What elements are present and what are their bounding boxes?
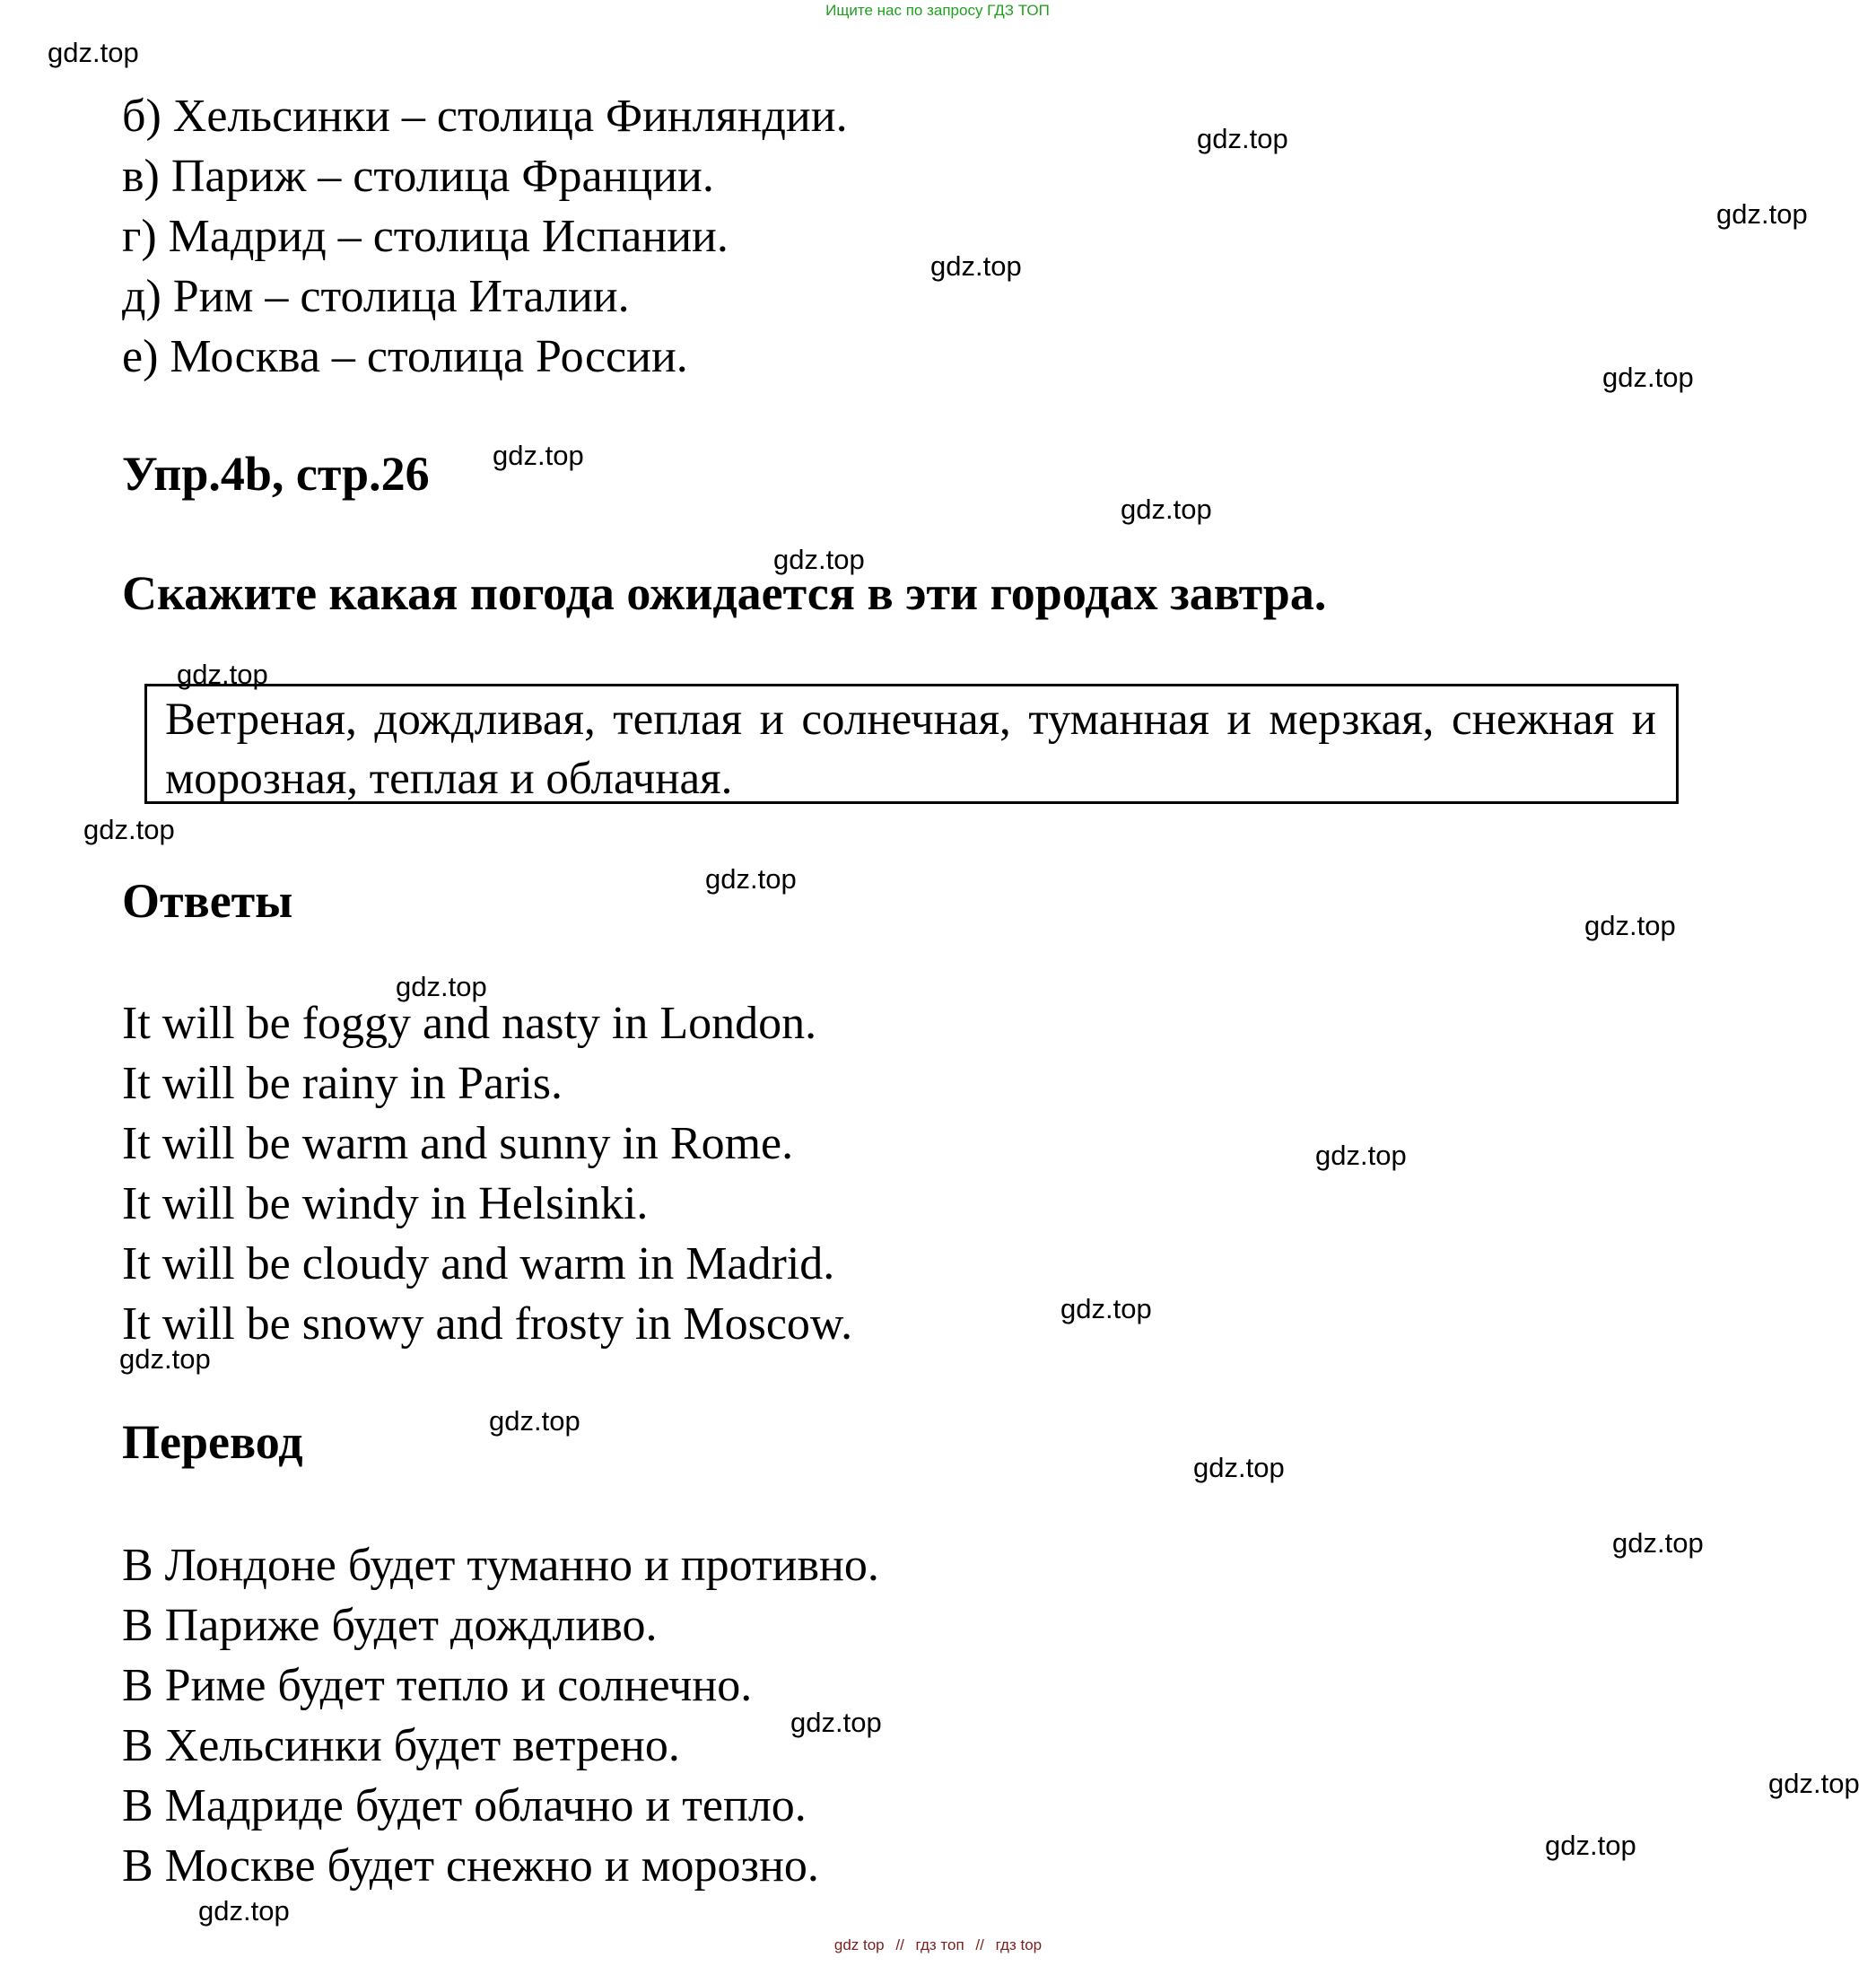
translation-line: В Хельсинки будет ветрено. (122, 1720, 680, 1771)
bottom-banner-item: гдз топ (915, 1936, 964, 1953)
answer-line: It will be snowy and frosty in Moscow. (122, 1298, 853, 1350)
watermark: gdz.top (493, 440, 584, 471)
watermark: gdz.top (1197, 123, 1288, 154)
bottom-banner-sep: // (975, 1936, 984, 1953)
answer-line: It will be windy in Helsinki. (122, 1178, 649, 1229)
translation-line: В Москве будет снежно и морозно. (122, 1840, 819, 1892)
watermark: gdz.top (177, 659, 268, 690)
task-text: Скажите какая погода ожидается в эти городах завтра. (122, 566, 1327, 620)
answer-line: It will be rainy in Paris. (122, 1058, 563, 1109)
watermark: gdz.top (1716, 198, 1808, 230)
translation-line: В Лондоне будет туманно и противно. (122, 1540, 879, 1591)
watermark: gdz.top (1060, 1293, 1152, 1324)
translation-line: В Париже будет дождливо. (122, 1600, 658, 1651)
bottom-banner (0, 1936, 1876, 1954)
watermark: gdz.top (930, 250, 1022, 282)
bottom-banner-sep: // (895, 1936, 904, 1953)
watermark: gdz.top (48, 37, 139, 68)
watermark: gdz.top (83, 814, 175, 845)
capital-line-v: в) Париж – столица Франции. (122, 151, 714, 202)
top-banner (0, 2, 1876, 20)
top-banner-text: Ищите нас по запросу ГДЗ ТОП (825, 2, 1050, 19)
watermark: gdz.top (1315, 1140, 1407, 1171)
answer-line: It will be warm and sunny in Rome. (122, 1118, 794, 1169)
translation-line: В Мадриде будет облачно и тепло. (122, 1780, 807, 1831)
answers-heading: Ответы (122, 874, 293, 928)
word-box (144, 684, 1679, 804)
watermark: gdz.top (1545, 1830, 1636, 1861)
watermark: gdz.top (1602, 362, 1694, 393)
watermark: gdz.top (198, 1895, 290, 1927)
watermark: gdz.top (773, 544, 865, 575)
watermark: gdz.top (1584, 910, 1676, 941)
exercise-heading: Упр.4b, стр.26 (122, 447, 430, 501)
watermark: gdz.top (119, 1343, 211, 1375)
watermark: gdz.top (705, 863, 797, 895)
watermark: gdz.top (1768, 1768, 1860, 1799)
capital-line-b: б) Хельсинки – столица Финляндии. (122, 91, 848, 142)
watermark: gdz.top (1121, 494, 1212, 525)
bottom-banner-item: гдз top (995, 1936, 1043, 1953)
capital-line-g: г) Мадрид – столица Испании. (122, 211, 729, 262)
watermark: gdz.top (1193, 1452, 1285, 1483)
answer-line: It will be foggy and nasty in London. (122, 998, 817, 1049)
capital-line-e: е) Москва – столица России. (122, 331, 688, 382)
watermark: gdz.top (790, 1707, 882, 1738)
answer-line: It will be cloudy and warm in Madrid. (122, 1238, 835, 1289)
translation-heading: Перевод (122, 1415, 303, 1469)
capital-line-d: д) Рим – столица Италии. (122, 271, 630, 322)
bottom-banner-item: gdz top (833, 1936, 885, 1953)
watermark: gdz.top (396, 971, 487, 1002)
word-box-text: Ветреная, дождливая, теплая и солнечная, туманная и мерзкая, снежная и морозная, теплая и облачная. (165, 695, 1656, 804)
watermark: gdz.top (1612, 1527, 1704, 1559)
watermark: gdz.top (489, 1405, 580, 1437)
translation-line: В Риме будет тепло и солнечно. (122, 1660, 753, 1711)
